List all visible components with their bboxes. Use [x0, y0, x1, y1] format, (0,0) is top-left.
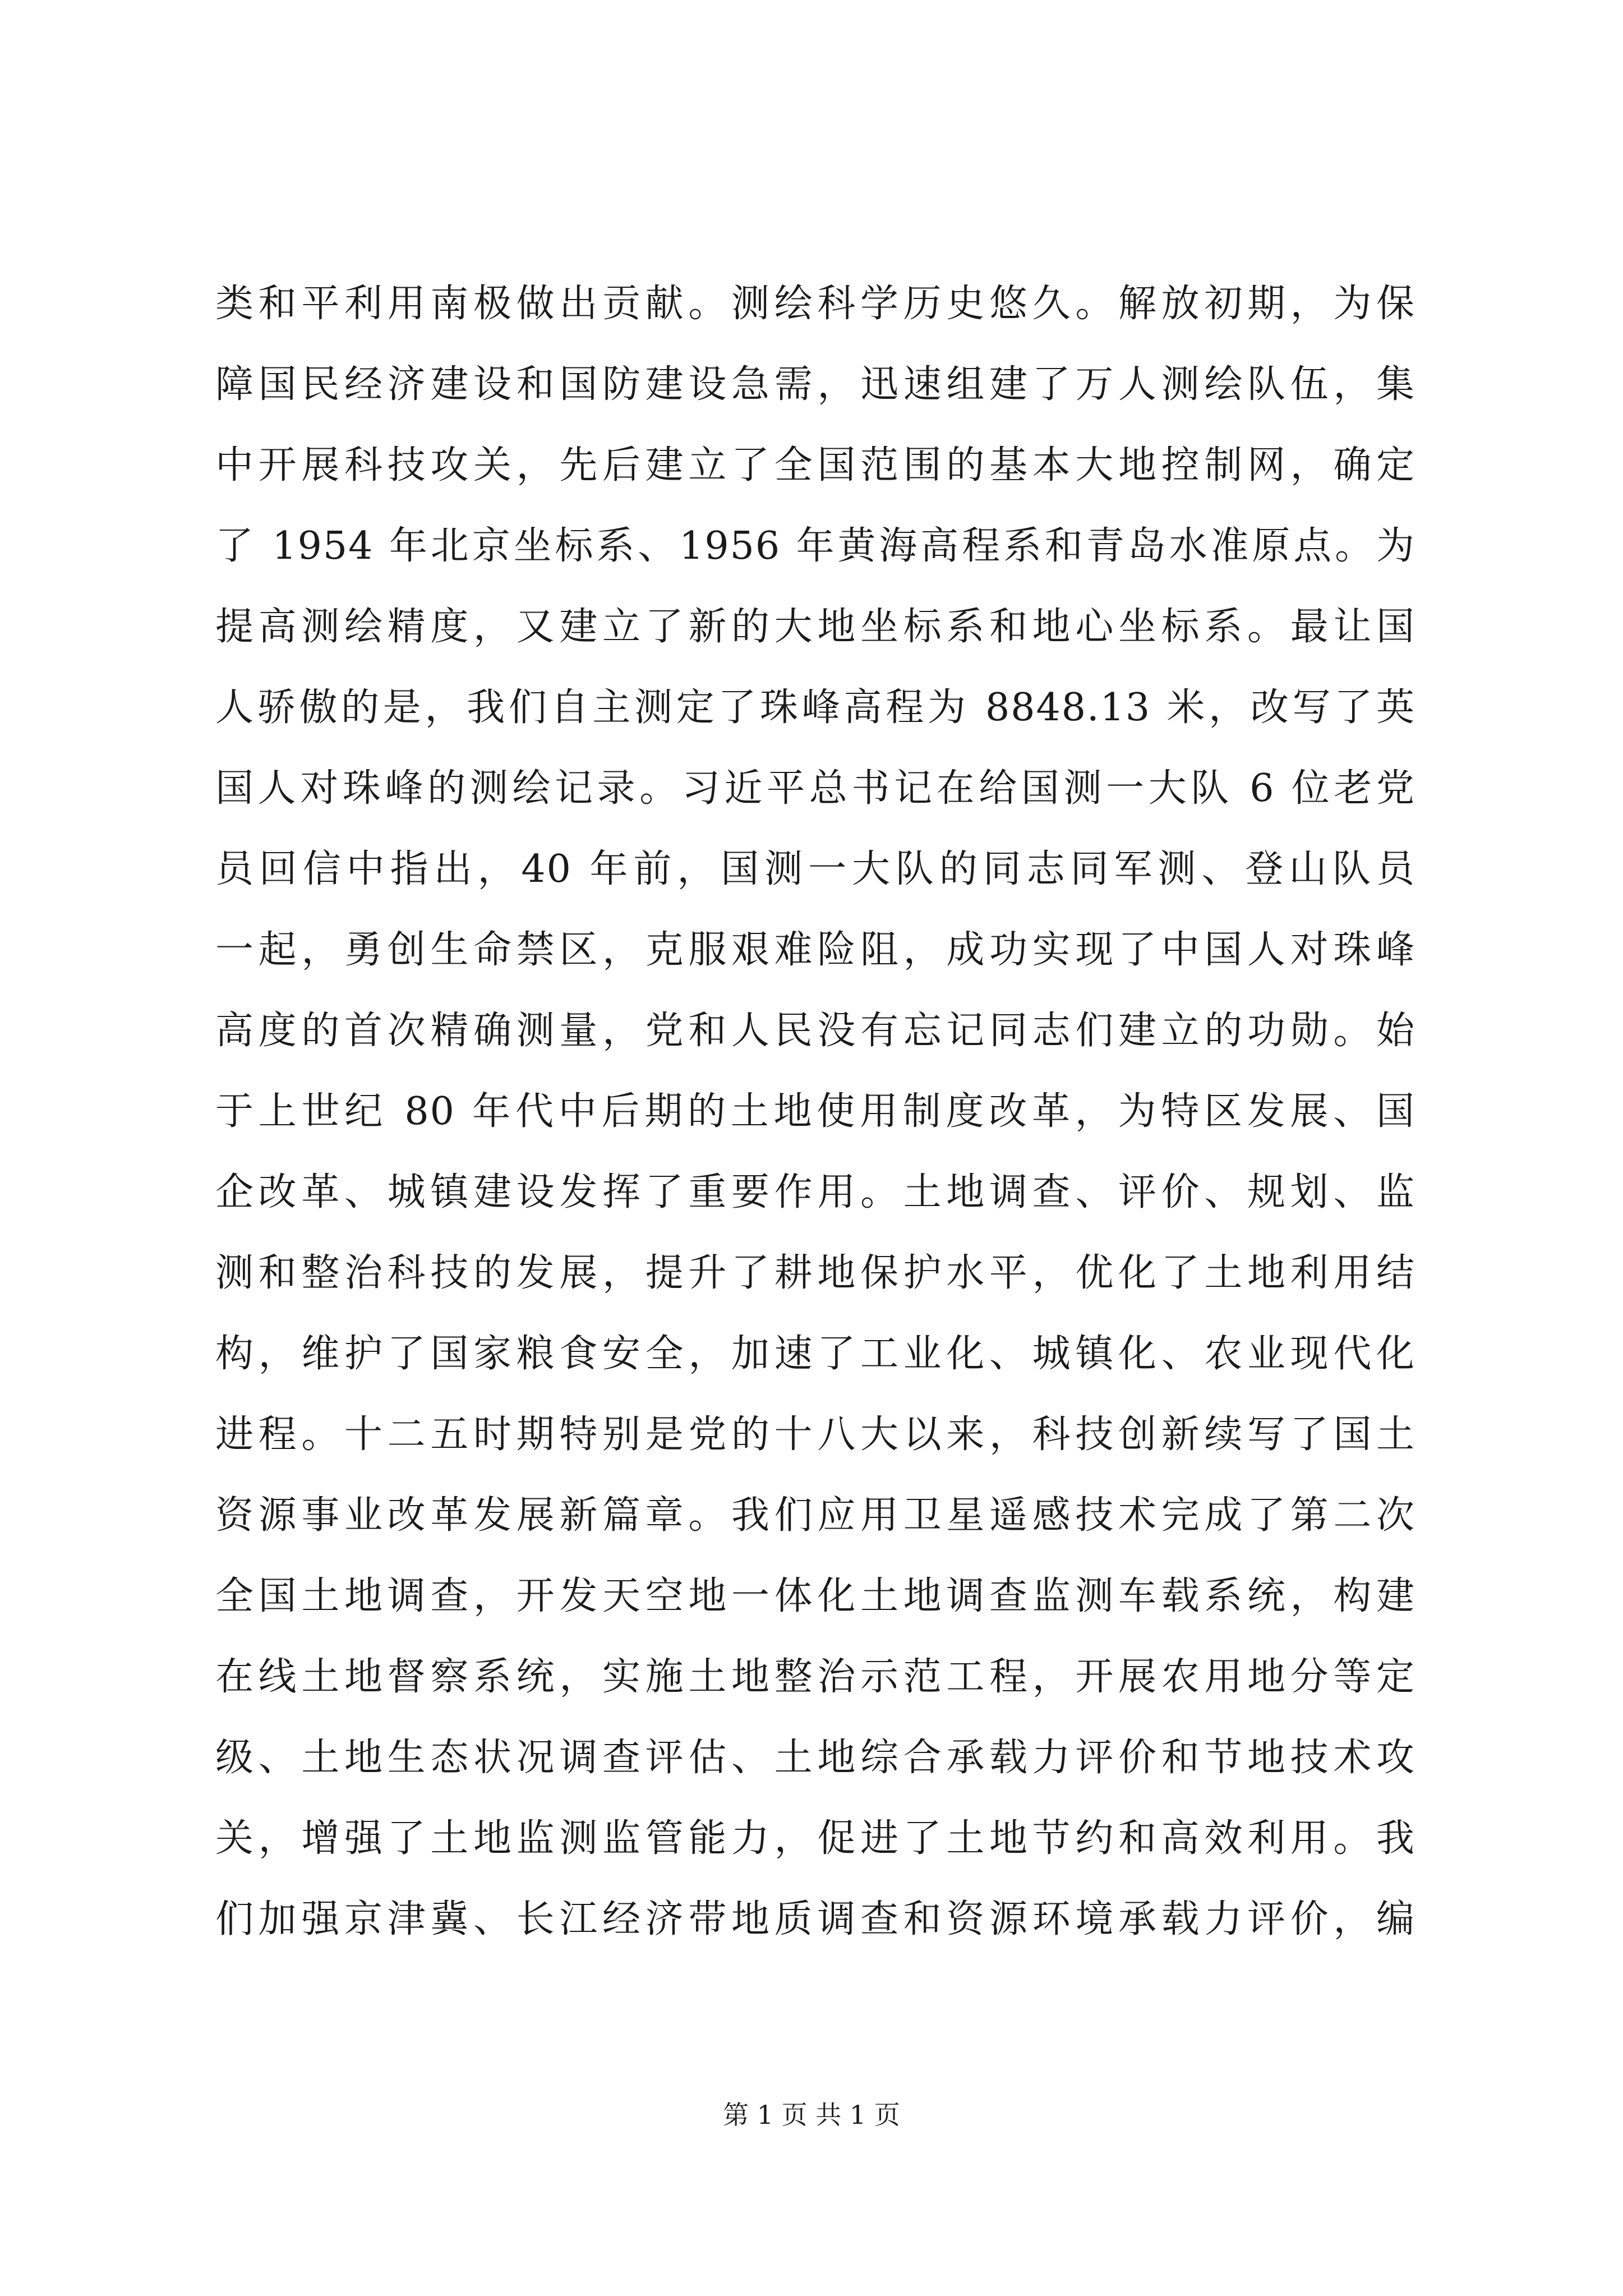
page-number-footer: 第 1 页 共 1 页 — [723, 2100, 900, 2130]
text-line: 全国土地调查，开发天空地一体化土地调查监测车载系统，构建 — [215, 1574, 1415, 1618]
text-line: 一起，勇创生命禁区，克服艰难险阻，成功实现了中国人对珠峰 — [215, 928, 1415, 972]
body-paragraph — [215, 264, 1415, 1960]
text-line: 高度的首次精确测量，党和人民没有忘记同志们建立的功勋。始 — [215, 1009, 1415, 1053]
text-line: 于上世纪 80 年代中后期的土地使用制度改革，为特区发展、国 — [215, 1089, 1415, 1134]
text-line: 类和平利用南极做出贡献。测绘科学历史悠久。解放初期，为保 — [215, 282, 1415, 326]
text-line: 构，维护了国家粮食安全，加速了工业化、城镇化、农业现代化 — [215, 1332, 1415, 1376]
text-line: 人骄傲的是，我们自主测定了珠峰高程为 8848.13 米，改写了英 — [215, 685, 1415, 730]
text-line: 了 1954 年北京坐标系、1956 年黄海高程系和青岛水准原点。为 — [215, 524, 1415, 568]
text-line: 提高测绘精度，又建立了新的大地坐标系和地心坐标系。最让国 — [215, 605, 1415, 649]
text-line: 进程。十二五时期特别是党的十八大以来，科技创新续写了国土 — [215, 1412, 1415, 1457]
text-line: 国人对珠峰的测绘记录。习近平总书记在给国测一大队 6 位老党 — [215, 766, 1415, 811]
text-line: 企改革、城镇建设发挥了重要作用。土地调查、评价、规划、监 — [215, 1170, 1415, 1214]
text-line: 们加强京津冀、长江经济带地质调查和资源环境承载力评价，编 — [215, 1897, 1415, 1941]
text-line: 中开展科技攻关，先后建立了全国范围的基本大地控制网，确定 — [215, 443, 1415, 487]
text-line: 在线土地督察系统，实施土地整治示范工程，开展农用地分等定 — [215, 1655, 1415, 1699]
text-line: 员回信中指出，40 年前，国测一大队的同志同军测、登山队员 — [215, 847, 1415, 891]
text-line: 测和整治科技的发展，提升了耕地保护水平，优化了土地利用结 — [215, 1251, 1415, 1295]
text-line: 关，增强了土地监测监管能力，促进了土地节约和高效利用。我 — [215, 1816, 1415, 1861]
text-line: 级、土地生态状况调查评估、土地综合承载力评价和节地技术攻 — [215, 1736, 1415, 1780]
text-line: 障国民经济建设和国防建设急需，迅速组建了万人测绘队伍，集 — [215, 362, 1415, 407]
text-line: 资源事业改革发展新篇章。我们应用卫星遥感技术完成了第二次 — [215, 1493, 1415, 1538]
